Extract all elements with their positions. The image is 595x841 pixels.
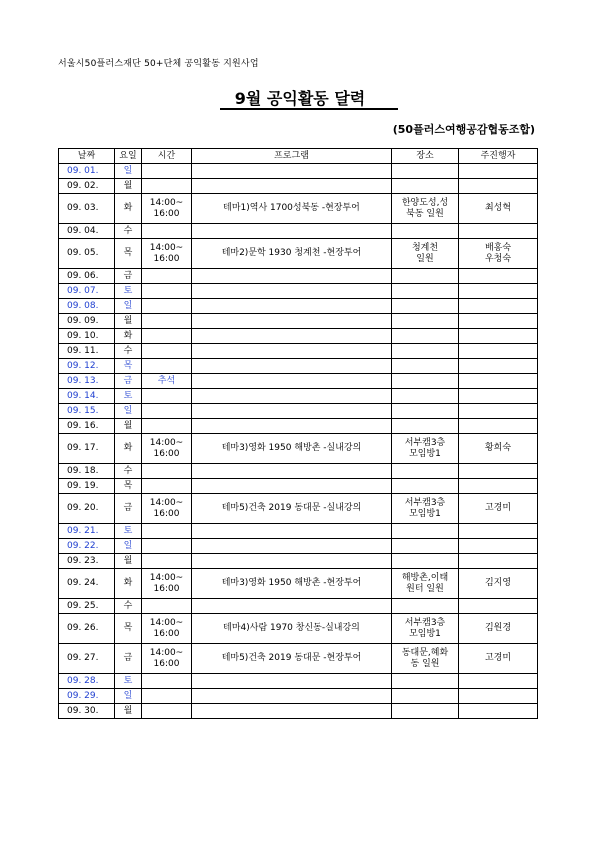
cell-date: 09. 19. <box>59 479 115 494</box>
cell-program: 테마3)영화 1950 해방촌 -현장투어 <box>192 569 392 599</box>
cell-time <box>142 689 192 704</box>
cell-host <box>459 314 538 329</box>
cell-place <box>392 359 459 374</box>
cell-time <box>142 674 192 689</box>
title-underline <box>220 108 398 110</box>
cell-day: 수 <box>115 464 142 479</box>
cell-day: 목 <box>115 239 142 269</box>
cell-time <box>142 344 192 359</box>
cell-time: 14:00~ 16:00 <box>142 644 192 674</box>
cell-program <box>192 524 392 539</box>
cell-place <box>392 539 459 554</box>
table-row <box>59 554 538 569</box>
col-header-place: 장소 <box>392 149 459 164</box>
cell-program <box>192 224 392 239</box>
cell-day: 일 <box>115 404 142 419</box>
cell-date: 09. 08. <box>59 299 115 314</box>
table-row <box>59 614 538 644</box>
cell-time <box>142 314 192 329</box>
cell-program <box>192 284 392 299</box>
cell-host <box>459 329 538 344</box>
cell-program <box>192 299 392 314</box>
cell-place <box>392 224 459 239</box>
cell-date: 09. 07. <box>59 284 115 299</box>
cell-place <box>392 554 459 569</box>
cell-program <box>192 164 392 179</box>
cell-day: 금 <box>115 269 142 284</box>
cell-program <box>192 179 392 194</box>
cell-host <box>459 359 538 374</box>
cell-date: 09. 12. <box>59 359 115 374</box>
cell-host <box>459 344 538 359</box>
cell-day: 월 <box>115 554 142 569</box>
cell-program <box>192 689 392 704</box>
cell-program <box>192 464 392 479</box>
cell-place <box>392 284 459 299</box>
cell-place: 서부캠3층 모임방1 <box>392 434 459 464</box>
cell-date: 09. 29. <box>59 689 115 704</box>
cell-day: 월 <box>115 419 142 434</box>
cell-date: 09. 01. <box>59 164 115 179</box>
cell-host: 고경미 <box>459 644 538 674</box>
cell-host <box>459 299 538 314</box>
cell-date: 09. 03. <box>59 194 115 224</box>
table-row <box>59 464 538 479</box>
cell-program <box>192 389 392 404</box>
cell-program: 테마2)문학 1930 청계천 -현장투어 <box>192 239 392 269</box>
cell-program: 테마1)역사 1700성북동 -현장투어 <box>192 194 392 224</box>
cell-date: 09. 15. <box>59 404 115 419</box>
table-row <box>59 194 538 224</box>
cell-program <box>192 314 392 329</box>
cell-date: 09. 10. <box>59 329 115 344</box>
cell-day: 화 <box>115 194 142 224</box>
cell-day: 금 <box>115 644 142 674</box>
cell-day: 수 <box>115 344 142 359</box>
cell-time <box>142 299 192 314</box>
cell-time: 14:00~ 16:00 <box>142 614 192 644</box>
cell-date: 09. 04. <box>59 224 115 239</box>
table-row <box>59 239 538 269</box>
cell-program: 테마5)건축 2019 동대문 -현장투어 <box>192 644 392 674</box>
cell-date: 09. 20. <box>59 494 115 524</box>
cell-program: 테마4)사람 1970 창신동-실내강의 <box>192 614 392 644</box>
cell-place <box>392 179 459 194</box>
table-row <box>59 524 538 539</box>
cell-program <box>192 374 392 389</box>
cell-program <box>192 359 392 374</box>
cell-place: 동대문,혜화 동 일원 <box>392 644 459 674</box>
cell-host <box>459 164 538 179</box>
cell-day: 화 <box>115 329 142 344</box>
table-row <box>59 314 538 329</box>
cell-date: 09. 27. <box>59 644 115 674</box>
cell-place <box>392 704 459 719</box>
col-header-day: 요일 <box>115 149 142 164</box>
cell-date: 09. 05. <box>59 239 115 269</box>
cell-host: 김원경 <box>459 614 538 644</box>
cell-time <box>142 479 192 494</box>
cell-place: 서부캠3층 모임방1 <box>392 494 459 524</box>
cell-host <box>459 599 538 614</box>
table-row <box>59 284 538 299</box>
cell-time <box>142 164 192 179</box>
table-row <box>59 179 538 194</box>
cell-date: 09. 22. <box>59 539 115 554</box>
cell-time <box>142 359 192 374</box>
table-header-row <box>59 149 538 164</box>
cell-host <box>459 704 538 719</box>
cell-host <box>459 224 538 239</box>
cell-place <box>392 479 459 494</box>
cell-date: 09. 18. <box>59 464 115 479</box>
cell-place: 한양도성,성 북동 일원 <box>392 194 459 224</box>
table-row <box>59 404 538 419</box>
table-row <box>59 494 538 524</box>
table-row <box>59 299 538 314</box>
cell-place: 서부캠3층 모임방1 <box>392 614 459 644</box>
cell-host <box>459 554 538 569</box>
cell-date: 09. 28. <box>59 674 115 689</box>
cell-day: 화 <box>115 569 142 599</box>
cell-day: 월 <box>115 179 142 194</box>
cell-place <box>392 404 459 419</box>
cell-program: 테마5)건축 2019 동대문 -실내강의 <box>192 494 392 524</box>
calendar-table <box>58 148 538 719</box>
cell-time <box>142 704 192 719</box>
cell-host: 고경미 <box>459 494 538 524</box>
cell-date: 09. 06. <box>59 269 115 284</box>
table-row <box>59 479 538 494</box>
cell-host <box>459 689 538 704</box>
cell-host <box>459 524 538 539</box>
cell-host <box>459 374 538 389</box>
cell-host: 황희숙 <box>459 434 538 464</box>
cell-host <box>459 464 538 479</box>
cell-program <box>192 674 392 689</box>
cell-day: 월 <box>115 314 142 329</box>
table-row <box>59 704 538 719</box>
cell-host <box>459 404 538 419</box>
table-row <box>59 674 538 689</box>
cell-time: 14:00~ 16:00 <box>142 569 192 599</box>
cell-program <box>192 419 392 434</box>
cell-day: 토 <box>115 389 142 404</box>
cell-day: 월 <box>115 704 142 719</box>
cell-date: 09. 02. <box>59 179 115 194</box>
cell-date: 09. 16. <box>59 419 115 434</box>
table-row <box>59 569 538 599</box>
cell-time: 14:00~ 16:00 <box>142 494 192 524</box>
cell-program <box>192 554 392 569</box>
cell-day: 목 <box>115 614 142 644</box>
table-row <box>59 434 538 464</box>
cell-date: 09. 17. <box>59 434 115 464</box>
cell-host <box>459 479 538 494</box>
cell-time <box>142 539 192 554</box>
cell-day: 금 <box>115 374 142 389</box>
cell-date: 09. 26. <box>59 614 115 644</box>
cell-host: 김지영 <box>459 569 538 599</box>
cell-date: 09. 30. <box>59 704 115 719</box>
cell-date: 09. 21. <box>59 524 115 539</box>
cell-time: 14:00~ 16:00 <box>142 239 192 269</box>
cell-time <box>142 464 192 479</box>
cell-date: 09. 24. <box>59 569 115 599</box>
cell-program <box>192 344 392 359</box>
table-row <box>59 359 538 374</box>
cell-date: 09. 23. <box>59 554 115 569</box>
cell-place <box>392 389 459 404</box>
page-title: 9월 공익활동 달력 <box>234 89 366 108</box>
organization-name: (50플러스여행공감협동조합) <box>392 123 535 136</box>
cell-place <box>392 299 459 314</box>
cell-day: 일 <box>115 689 142 704</box>
cell-day: 토 <box>115 674 142 689</box>
cell-program <box>192 479 392 494</box>
cell-day: 일 <box>115 539 142 554</box>
cell-place <box>392 374 459 389</box>
cell-place <box>392 689 459 704</box>
table-row <box>59 644 538 674</box>
cell-host: 배홍숙 우청숙 <box>459 239 538 269</box>
cell-program <box>192 404 392 419</box>
cell-place <box>392 524 459 539</box>
table-row <box>59 419 538 434</box>
cell-place <box>392 599 459 614</box>
table-row <box>59 539 538 554</box>
cell-day: 일 <box>115 299 142 314</box>
col-header-date: 날짜 <box>59 149 115 164</box>
cell-date: 09. 09. <box>59 314 115 329</box>
col-header-host: 주진행자 <box>459 149 538 164</box>
calendar-body <box>59 164 538 719</box>
cell-time <box>142 524 192 539</box>
table-row <box>59 164 538 179</box>
cell-time <box>142 284 192 299</box>
cell-place: 해방촌,이태 원터 일원 <box>392 569 459 599</box>
cell-host <box>459 284 538 299</box>
cell-day: 토 <box>115 524 142 539</box>
cell-host: 최성혁 <box>459 194 538 224</box>
col-header-time: 시간 <box>142 149 192 164</box>
cell-host <box>459 539 538 554</box>
cell-time <box>142 179 192 194</box>
cell-day: 목 <box>115 359 142 374</box>
cell-program <box>192 704 392 719</box>
cell-day: 금 <box>115 494 142 524</box>
cell-date: 09. 14. <box>59 389 115 404</box>
cell-day: 일 <box>115 164 142 179</box>
cell-day: 토 <box>115 284 142 299</box>
cell-place <box>392 674 459 689</box>
cell-place: 청계천 일원 <box>392 239 459 269</box>
cell-day: 화 <box>115 434 142 464</box>
cell-day: 수 <box>115 599 142 614</box>
cell-place <box>392 314 459 329</box>
table-row <box>59 344 538 359</box>
cell-date: 09. 13. <box>59 374 115 389</box>
cell-host <box>459 389 538 404</box>
cell-place <box>392 419 459 434</box>
cell-date: 09. 25. <box>59 599 115 614</box>
cell-date: 09. 11. <box>59 344 115 359</box>
cell-program <box>192 539 392 554</box>
table-row <box>59 389 538 404</box>
cell-place <box>392 269 459 284</box>
col-header-program: 프로그램 <box>192 149 392 164</box>
cell-time <box>142 419 192 434</box>
cell-place <box>392 164 459 179</box>
cell-time: 14:00~ 16:00 <box>142 194 192 224</box>
table-row <box>59 374 538 389</box>
header-note: 서울시50플러스재단 50+단체 공익활동 지원사업 <box>58 59 259 69</box>
cell-program <box>192 329 392 344</box>
table-row <box>59 599 538 614</box>
cell-time <box>142 389 192 404</box>
cell-day: 목 <box>115 479 142 494</box>
cell-host <box>459 269 538 284</box>
cell-time: 14:00~ 16:00 <box>142 434 192 464</box>
cell-time <box>142 269 192 284</box>
cell-day: 수 <box>115 224 142 239</box>
cell-program <box>192 269 392 284</box>
cell-place <box>392 344 459 359</box>
cell-host <box>459 419 538 434</box>
cell-program: 테마3)영화 1950 해방촌 -실내강의 <box>192 434 392 464</box>
cell-time: 추석 <box>142 374 192 389</box>
cell-time <box>142 329 192 344</box>
table-row <box>59 689 538 704</box>
cell-place <box>392 464 459 479</box>
cell-time <box>142 554 192 569</box>
table-row <box>59 224 538 239</box>
table-row <box>59 329 538 344</box>
cell-time <box>142 404 192 419</box>
cell-time <box>142 599 192 614</box>
cell-program <box>192 599 392 614</box>
cell-time <box>142 224 192 239</box>
cell-host <box>459 179 538 194</box>
cell-place <box>392 329 459 344</box>
cell-host <box>459 674 538 689</box>
table-row <box>59 269 538 284</box>
